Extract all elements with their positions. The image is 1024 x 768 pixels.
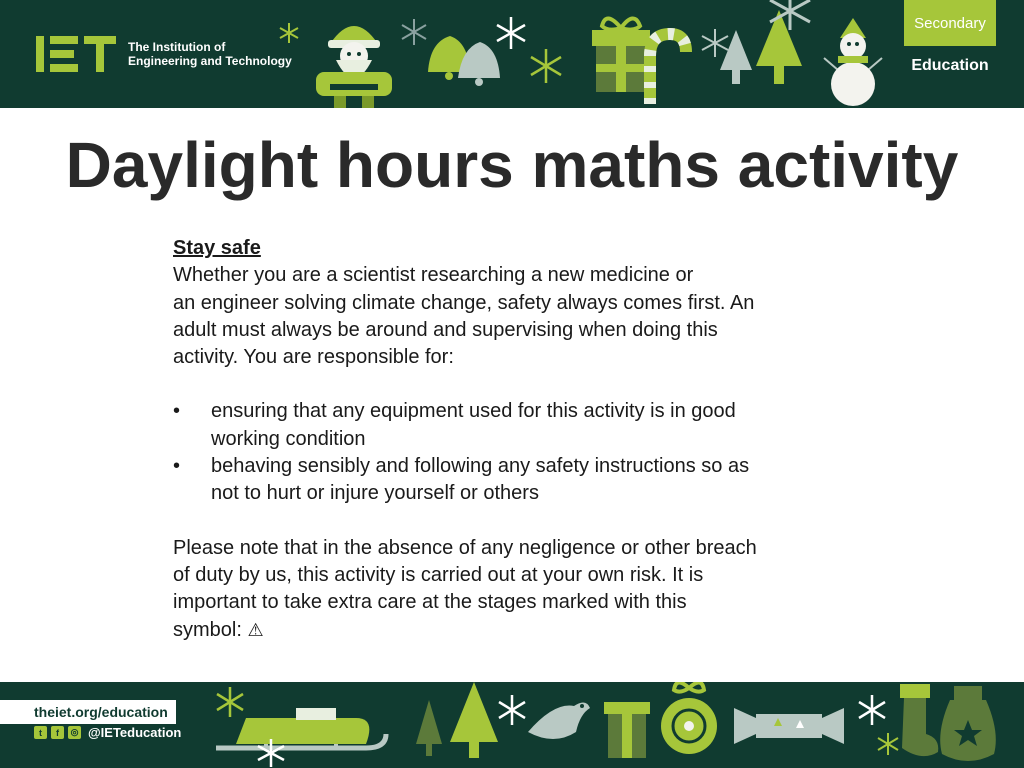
page-title: Daylight hours maths activity: [65, 129, 959, 201]
bird-icon: [524, 692, 594, 752]
badge-secondary: Secondary: [904, 0, 996, 46]
risk-note: [173, 535, 853, 644]
sleigh-icon: [206, 704, 396, 768]
cracker-icon: [734, 704, 844, 748]
snowflake-icon: [764, 0, 816, 36]
bauble-icon: [656, 682, 722, 762]
social-handle[interactable]: @IETeducation: [88, 725, 182, 740]
badge-education: Education: [911, 57, 989, 74]
gift-box-icon: [602, 690, 652, 760]
candy-cane-icon: [632, 26, 692, 108]
responsibility-list: [173, 398, 853, 507]
intro-line: Whether you are a scientist researching a new medicine or: [173, 264, 694, 287]
safety-intro: [173, 262, 853, 371]
org-name: The Institution of Engineering and Technology: [128, 40, 292, 68]
facebook-icon[interactable]: f: [51, 726, 64, 739]
note-line: of duty by us, this activity is carried out at your own risk. It is: [173, 563, 704, 586]
social-links: [34, 725, 181, 740]
website-link[interactable]: theiet.org/education: [0, 700, 176, 724]
santa-icon: [300, 14, 408, 108]
intro-line: an engineer solving climate change, safety always comes first. An: [173, 291, 755, 314]
safety-heading: Stay safe: [173, 237, 261, 259]
instagram-icon[interactable]: ◎: [68, 726, 81, 739]
twitter-icon[interactable]: t: [34, 726, 47, 739]
sack-icon: [936, 682, 1000, 768]
christmas-tree-icon: [718, 30, 754, 90]
snowflake-icon: [876, 732, 900, 756]
list-item: • ensuring that any equipment used for this activity is in good working condition: [173, 398, 853, 453]
warning-icon: ⚠: [247, 619, 264, 640]
christmas-tree-icon: [414, 700, 444, 760]
christmas-tree-icon: [448, 682, 500, 762]
snowflake-icon: [256, 738, 286, 768]
footer-banner: [0, 682, 1024, 768]
note-line: important to take extra care at the stages marked with this: [173, 591, 687, 614]
iet-logo[interactable]: [36, 36, 292, 72]
snowman-icon: [820, 18, 886, 108]
snowflake-icon: [528, 48, 564, 84]
list-item: • behaving sensibly and following any safety instructions so as not to hurt or injure yourself or others: [173, 453, 853, 508]
iet-logo-mark: [36, 36, 116, 72]
snowflake-icon: [494, 16, 528, 50]
snowflake-icon: [856, 694, 888, 726]
note-line: symbol: ⚠: [173, 618, 264, 641]
intro-line: adult must always be around and supervising when doing this: [173, 318, 718, 341]
intro-line: activity. You are responsible for:: [173, 346, 454, 369]
safety-section: [173, 235, 853, 644]
note-line: Please note that in the absence of any negligence or other breach: [173, 536, 757, 559]
secondary-education-badge: [904, 0, 996, 86]
header-banner: [0, 0, 1024, 108]
snowflake-icon: [278, 22, 300, 44]
